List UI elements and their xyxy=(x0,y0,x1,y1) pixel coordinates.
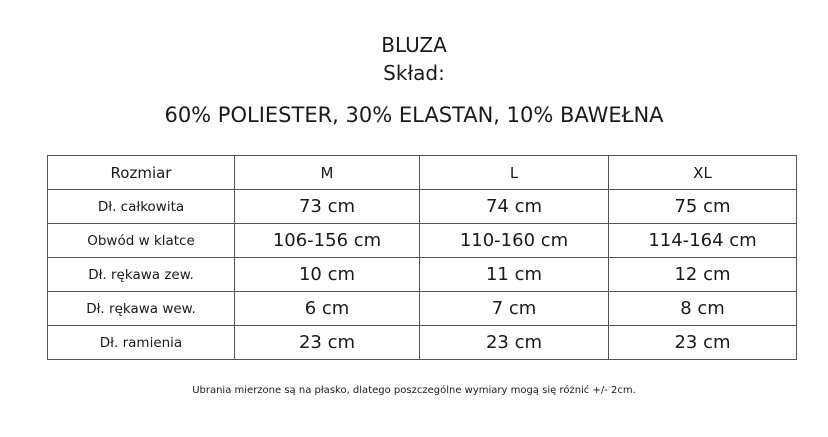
table-row xyxy=(48,292,797,326)
row-label: Dł. rękawa wew. xyxy=(48,292,235,326)
size-table xyxy=(47,155,797,360)
composition-label: Skład: xyxy=(383,61,445,85)
table-cell: 23 cm xyxy=(420,326,609,360)
row-label: Dł. ramienia xyxy=(48,326,235,360)
table-row xyxy=(48,258,797,292)
table-cell: 114-164 cm xyxy=(609,224,797,258)
table-cell: 75 cm xyxy=(609,190,797,224)
size-header-xl: XL xyxy=(609,156,797,190)
table-cell: 12 cm xyxy=(609,258,797,292)
table-row xyxy=(48,326,797,360)
table-cell: 23 cm xyxy=(235,326,420,360)
table-cell: 23 cm xyxy=(609,326,797,360)
product-title: BLUZA xyxy=(381,33,447,57)
size-header-m: M xyxy=(235,156,420,190)
table-cell: 110-160 cm xyxy=(420,224,609,258)
measurement-note: Ubrania mierzone są na płasko, dlatego poszczególne wymiary mogą się różnić +/- 2cm. xyxy=(192,385,636,396)
table-cell: 106-156 cm xyxy=(235,224,420,258)
table-cell: 7 cm xyxy=(420,292,609,326)
row-label: Dł. całkowita xyxy=(48,190,235,224)
corner-label: Rozmiar xyxy=(48,156,235,190)
row-label: Obwód w klatce xyxy=(48,224,235,258)
composition-text: 60% POLIESTER, 30% ELASTAN, 10% BAWEŁNA xyxy=(164,103,664,127)
row-label: Dł. rękawa zew. xyxy=(48,258,235,292)
size-header-l: L xyxy=(420,156,609,190)
table-cell: 11 cm xyxy=(420,258,609,292)
table-cell: 73 cm xyxy=(235,190,420,224)
table-row xyxy=(48,224,797,258)
table-cell: 6 cm xyxy=(235,292,420,326)
table-cell: 10 cm xyxy=(235,258,420,292)
table-cell: 74 cm xyxy=(420,190,609,224)
table-cell: 8 cm xyxy=(609,292,797,326)
size-header-row xyxy=(48,156,797,190)
table-row xyxy=(48,190,797,224)
